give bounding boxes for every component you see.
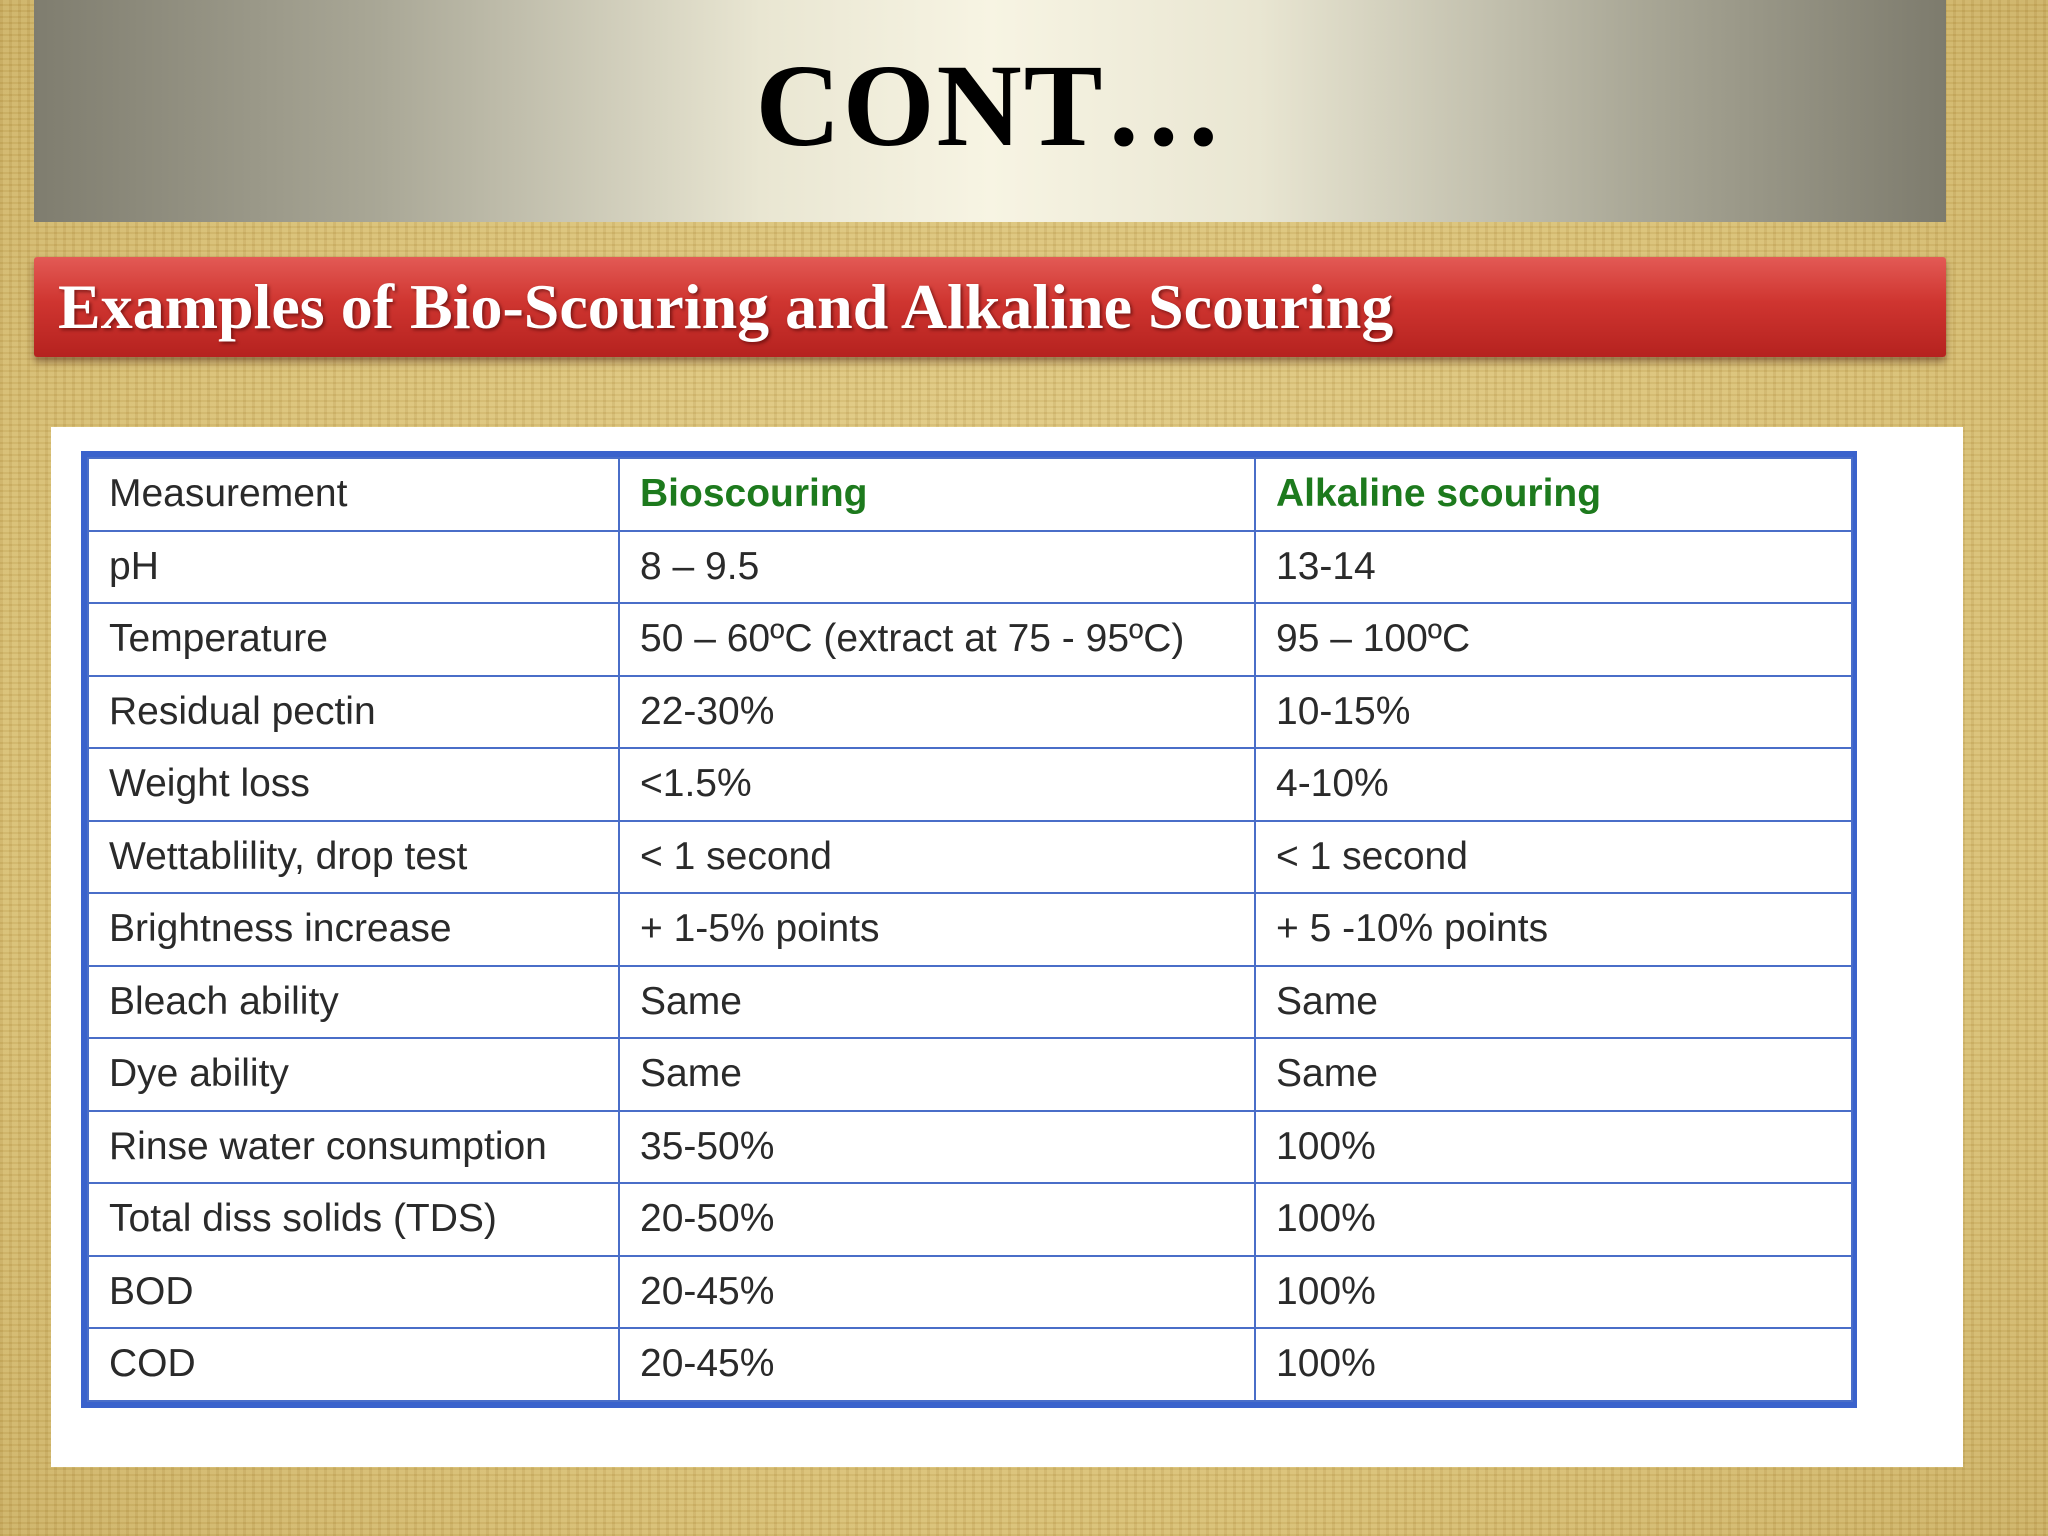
table-cell: <1.5% [619, 748, 1255, 821]
header-cell: Bioscouring [619, 458, 1255, 531]
table-cell: Same [619, 966, 1255, 1039]
title-bar [34, 0, 1946, 222]
table-cell: 95 – 100ºC [1255, 603, 1852, 676]
table-header-row [88, 458, 1852, 531]
table-cell: < 1 second [619, 821, 1255, 894]
table-row [88, 893, 1852, 966]
table-cell: Same [1255, 966, 1852, 1039]
subtitle-banner [34, 257, 1946, 357]
slide-subtitle: Examples of Bio-Scouring and Alkaline Scouring [58, 271, 1394, 342]
table-row [88, 531, 1852, 604]
table-row [88, 603, 1852, 676]
slide-title: CONT… [755, 40, 1225, 171]
table-cell: + 1-5% points [619, 893, 1255, 966]
table-cell: 35-50% [619, 1111, 1255, 1184]
table-row [88, 1038, 1852, 1111]
table-cell: 20-45% [619, 1328, 1255, 1401]
table-cell: COD [88, 1328, 619, 1401]
table-row [88, 821, 1852, 894]
table-cell: 20-50% [619, 1183, 1255, 1256]
table-cell: 20-45% [619, 1256, 1255, 1329]
table-cell: Rinse water consumption [88, 1111, 619, 1184]
header-cell: Alkaline scouring [1255, 458, 1852, 531]
comparison-table [81, 451, 1857, 1408]
table-cell: BOD [88, 1256, 619, 1329]
table-row [88, 1183, 1852, 1256]
table-cell: 13-14 [1255, 531, 1852, 604]
table-cell: 10-15% [1255, 676, 1852, 749]
table-row [88, 1328, 1852, 1401]
table-cell: pH [88, 531, 619, 604]
table-cell: 100% [1255, 1328, 1852, 1401]
table-cell: Wettablility, drop test [88, 821, 619, 894]
table-cell: Bleach ability [88, 966, 619, 1039]
table-cell: Brightness increase [88, 893, 619, 966]
table-cell: 4-10% [1255, 748, 1852, 821]
table-cell: 100% [1255, 1183, 1852, 1256]
table-cell: 8 – 9.5 [619, 531, 1255, 604]
table-cell: 50 – 60ºC (extract at 75 - 95ºC) [619, 603, 1255, 676]
table-cell: + 5 -10% points [1255, 893, 1852, 966]
table-cell: Weight loss [88, 748, 619, 821]
table-cell: 22-30% [619, 676, 1255, 749]
table-cell: < 1 second [1255, 821, 1852, 894]
table-panel [51, 427, 1963, 1467]
table-cell: Total diss solids (TDS) [88, 1183, 619, 1256]
table-cell: 100% [1255, 1111, 1852, 1184]
table-cell: Same [619, 1038, 1255, 1111]
table-cell: Dye ability [88, 1038, 619, 1111]
header-cell: Measurement [88, 458, 619, 531]
table-cell: Temperature [88, 603, 619, 676]
table-row [88, 966, 1852, 1039]
table-row [88, 748, 1852, 821]
table-row [88, 1111, 1852, 1184]
table-cell: Residual pectin [88, 676, 619, 749]
table-cell: 100% [1255, 1256, 1852, 1329]
table-cell: Same [1255, 1038, 1852, 1111]
table-row [88, 676, 1852, 749]
table-row [88, 1256, 1852, 1329]
